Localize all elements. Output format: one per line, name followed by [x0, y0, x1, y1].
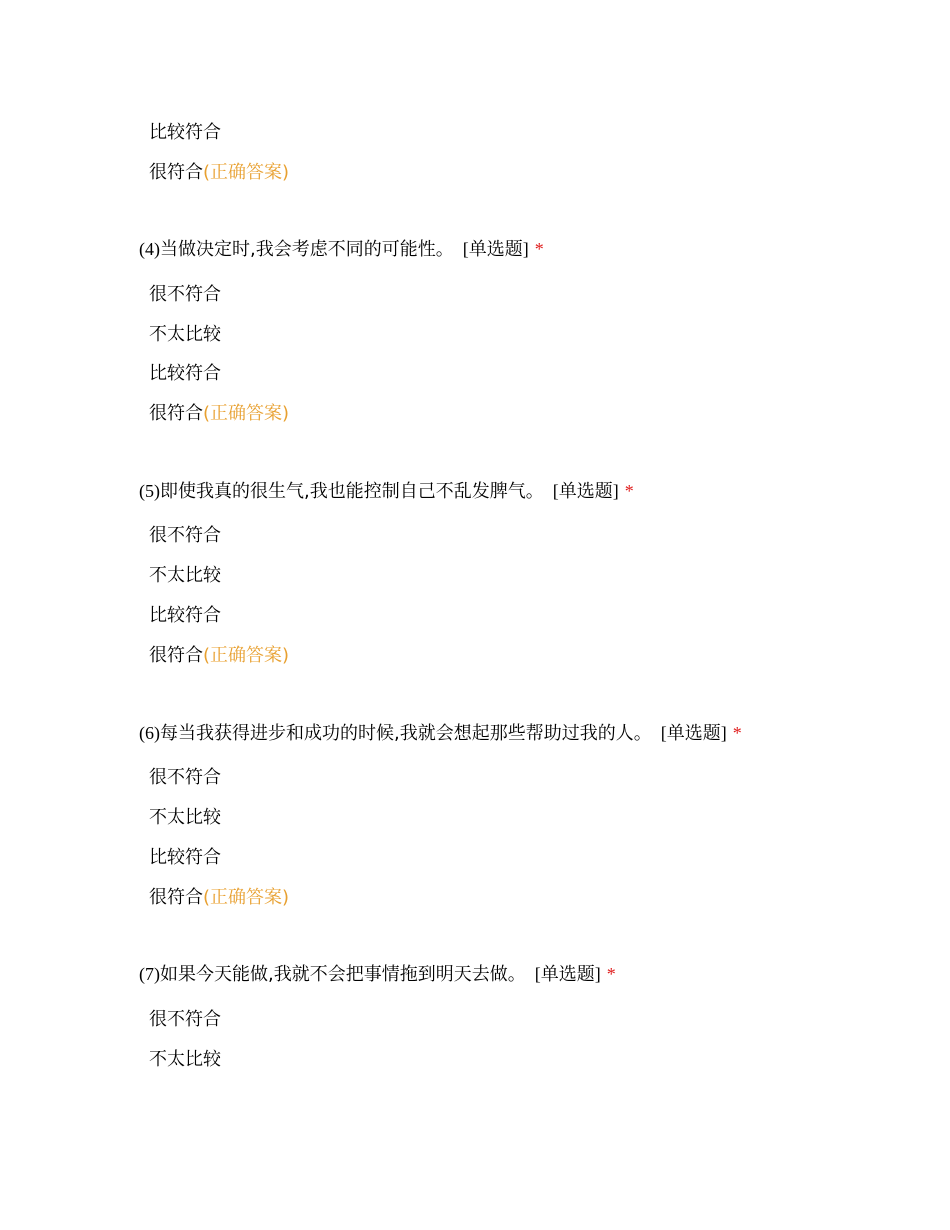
- required-mark: *: [534, 239, 544, 259]
- option-label: 很符合: [149, 645, 203, 666]
- option-q6-1: [149, 766, 221, 790]
- option-label: 比较符合: [149, 847, 221, 868]
- question-number: (4): [139, 239, 160, 259]
- question-number: (6): [139, 723, 160, 743]
- required-mark: *: [732, 723, 742, 743]
- option-label: 很符合: [149, 162, 203, 183]
- question-type-badge: [单选题]: [660, 723, 727, 744]
- option-label: 不太比较: [149, 565, 221, 586]
- option-label: 很不符合: [149, 1009, 221, 1030]
- option-q5-2: [149, 564, 221, 588]
- option-q4-3: [149, 362, 221, 386]
- option-label: 比较符合: [149, 363, 221, 384]
- option-q6-2: [149, 806, 221, 830]
- question-type-badge: [单选题]: [462, 239, 529, 260]
- correct-answer-mark: (正确答案): [203, 887, 290, 908]
- correct-answer-mark: (正确答案): [203, 403, 290, 424]
- option-q5-3: [149, 604, 221, 628]
- question-text: 当做决定时,我会考虑不同的可能性。: [160, 239, 454, 260]
- option-q5-4: [149, 644, 289, 668]
- option-prev-4: [149, 161, 289, 185]
- question-type-badge: [单选题]: [534, 964, 601, 985]
- question-title: [139, 237, 544, 262]
- option-label: 不太比较: [149, 1049, 221, 1070]
- option-q6-3: [149, 846, 221, 870]
- option-label: 比较符合: [149, 605, 221, 626]
- option-label: 很不符合: [149, 284, 221, 305]
- option-label: 很符合: [149, 887, 203, 908]
- option-q4-2: [149, 323, 221, 347]
- option-q7-2: [149, 1048, 221, 1072]
- option-prev-3: [149, 121, 221, 145]
- question-title: [139, 479, 634, 504]
- option-label: 很不符合: [149, 525, 221, 546]
- question-title: [139, 962, 616, 987]
- option-q4-1: [149, 283, 221, 307]
- question-text: 如果今天能做,我就不会把事情拖到明天去做。: [160, 964, 526, 985]
- question-text: 每当我获得进步和成功的时候,我就会想起那些帮助过我的人。: [160, 723, 652, 744]
- option-q5-1: [149, 524, 221, 548]
- required-mark: *: [606, 964, 616, 984]
- option-label: 比较符合: [149, 122, 221, 143]
- option-q4-4: [149, 402, 289, 426]
- option-label: 很不符合: [149, 767, 221, 788]
- question-title: [139, 721, 742, 746]
- correct-answer-mark: (正确答案): [203, 645, 290, 666]
- question-type-badge: [单选题]: [552, 481, 619, 502]
- question-number: (7): [139, 964, 160, 984]
- correct-answer-mark: (正确答案): [203, 162, 290, 183]
- option-q7-1: [149, 1008, 221, 1032]
- option-label: 很符合: [149, 403, 203, 424]
- option-label: 不太比较: [149, 807, 221, 828]
- option-label: 不太比较: [149, 324, 221, 345]
- option-q6-4: [149, 886, 289, 910]
- question-text: 即使我真的很生气,我也能控制自己不乱发脾气。: [160, 481, 544, 502]
- question-number: (5): [139, 481, 160, 501]
- required-mark: *: [624, 481, 634, 501]
